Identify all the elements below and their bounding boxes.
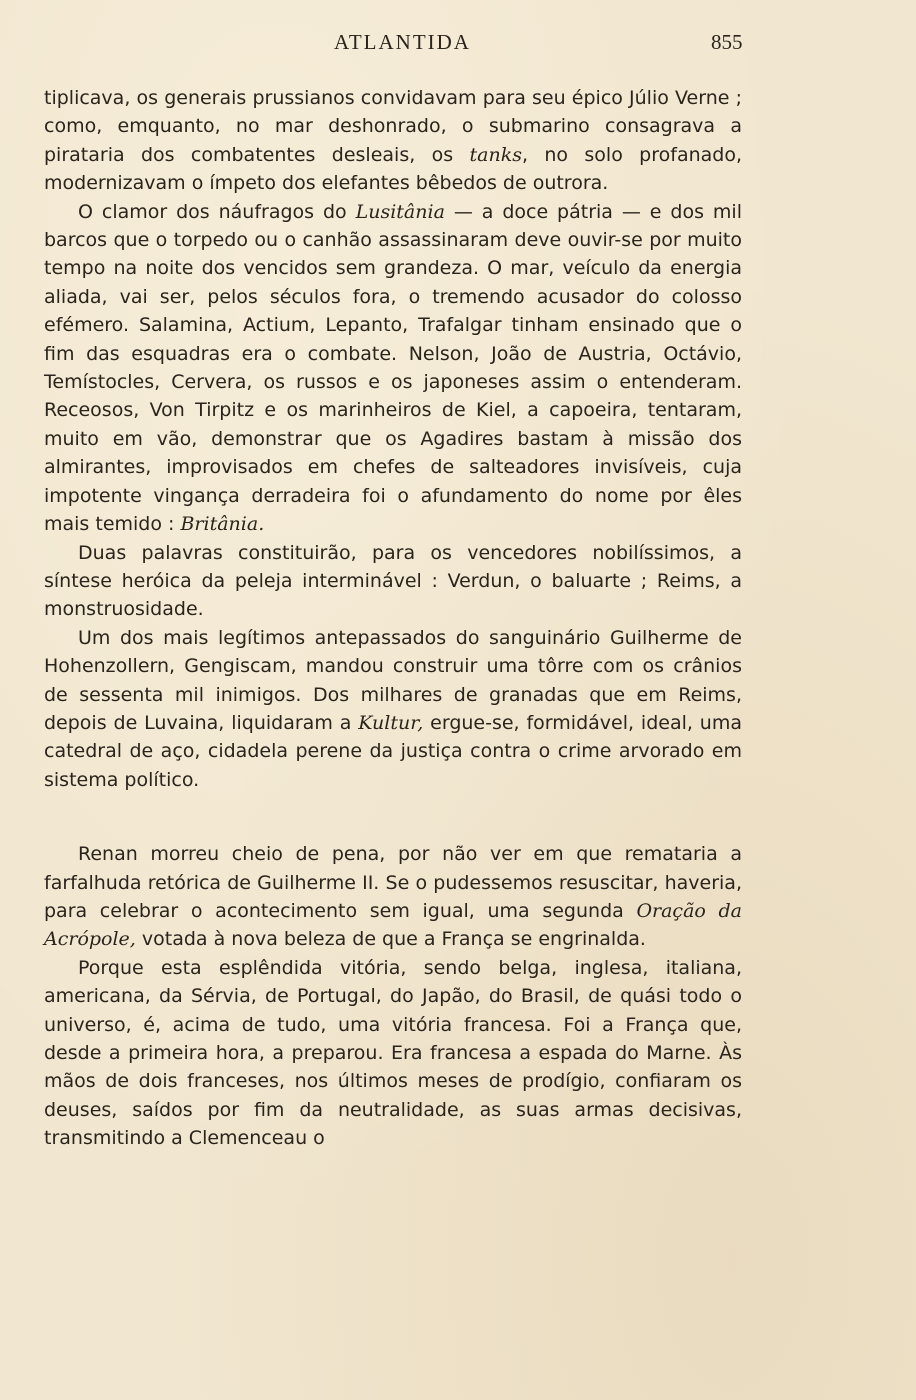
- running-head: [0, 30, 916, 58]
- text-run: O clamor dos náufragos do: [78, 200, 356, 223]
- paragraph: [44, 624, 742, 794]
- italic-text: tanks: [469, 143, 522, 166]
- text-run: Um dos mais legítimos antepassados do sanguinário Guilherme de Hohenzollern, Gengiscam, mandou construir uma tôrre com os crânios de sessenta mil inimigos. Dos milhares de granadas que em Reims, depois de Luvaina, liquidaram a: [44, 626, 742, 734]
- text-run: votada à nova beleza de que a França se engrinalda.: [135, 928, 646, 951]
- italic-text: Kultur,: [358, 711, 424, 734]
- body-text: [44, 84, 742, 1153]
- text-run: ergue-se, formidável, ideal, uma catedral de aço, cidadela perene da justiça contra o crime arvorado em sistema político.: [44, 711, 742, 791]
- paragraph: [44, 840, 742, 954]
- text-run: , no solo profanado, modernizavam o ímpeto dos elefantes bêbedos de outrora.: [44, 143, 742, 195]
- paragraph: [44, 954, 742, 1153]
- italic-text: Oração da Acrópole,: [44, 899, 742, 951]
- text-run: tiplicava, os generais prussianos convidavam para seu épico Júlio Verne ; como, emquanto, no mar deshonrado, o submarino consagrava a pirataria dos combatentes desleais, os: [44, 87, 742, 166]
- running-title: ATLANTIDA: [334, 30, 471, 54]
- italic-text: Lusitânia: [355, 200, 445, 223]
- paragraph: [44, 84, 742, 198]
- text-run: Duas palavras constituirão, para os vencedores nobilíssimos, a síntese heróica da peleja interminável : Verdun, o baluarte ; Reims, a monstruosidade.: [44, 541, 742, 621]
- paragraph: [44, 198, 742, 539]
- text-run: Porque esta esplêndida vitória, sendo belga, inglesa, italiana, americana, da Sérvia, de Portugal, do Japão, do Brasil, de quási todo o universo, é, acima de tudo, uma vitória francesa. Foi a França que, desde a primeira hora, a preparou. Era francesa a espada do Marne. Às mãos de dois franceses, nos últimos meses de prodígio, confiaram os deuses, saídos por fim da neutralidade, as suas armas decisivas, transmitindo a Clemenceau o: [44, 956, 742, 1150]
- section-break: [44, 794, 742, 840]
- text-run: — a doce pátria — e dos mil barcos que o torpedo ou o canhão assassinaram deve ouvir-se por muito tempo na noite dos vencidos sem grandeza. O mar, veículo da energia aliada, vai ser, pelos séculos fora, o tremendo acusador do colosso efémero. Salamina, Actium, Lepanto, Trafalgar tinham ensinado que o fim das esquadras era o combate. Nelson, João de Austria, Octávio, Temístocles, Cervera, os russos e os japoneses assim o entenderam. Receosos, Von Tirpitz e os marinheiros de Kiel, a capoeira, tentaram, muito em vão, demonstrar que os Agadires bastam à missão dos almirantes, improvisados em chefes de salteadores invisíveis, cuja impotente vingança derradeira foi o afundamento do nome por êles mais temido :: [44, 200, 742, 536]
- paragraph: [44, 539, 742, 624]
- page-number: 855: [711, 30, 743, 54]
- text-run: Renan morreu cheio de pena, por não ver em que remataria a farfalhuda retórica de Guilherme II. Se o pudessemos resuscitar, haveria, para celebrar o acontecimento sem igual, uma segunda: [44, 843, 742, 922]
- italic-text: Britânia.: [180, 513, 265, 536]
